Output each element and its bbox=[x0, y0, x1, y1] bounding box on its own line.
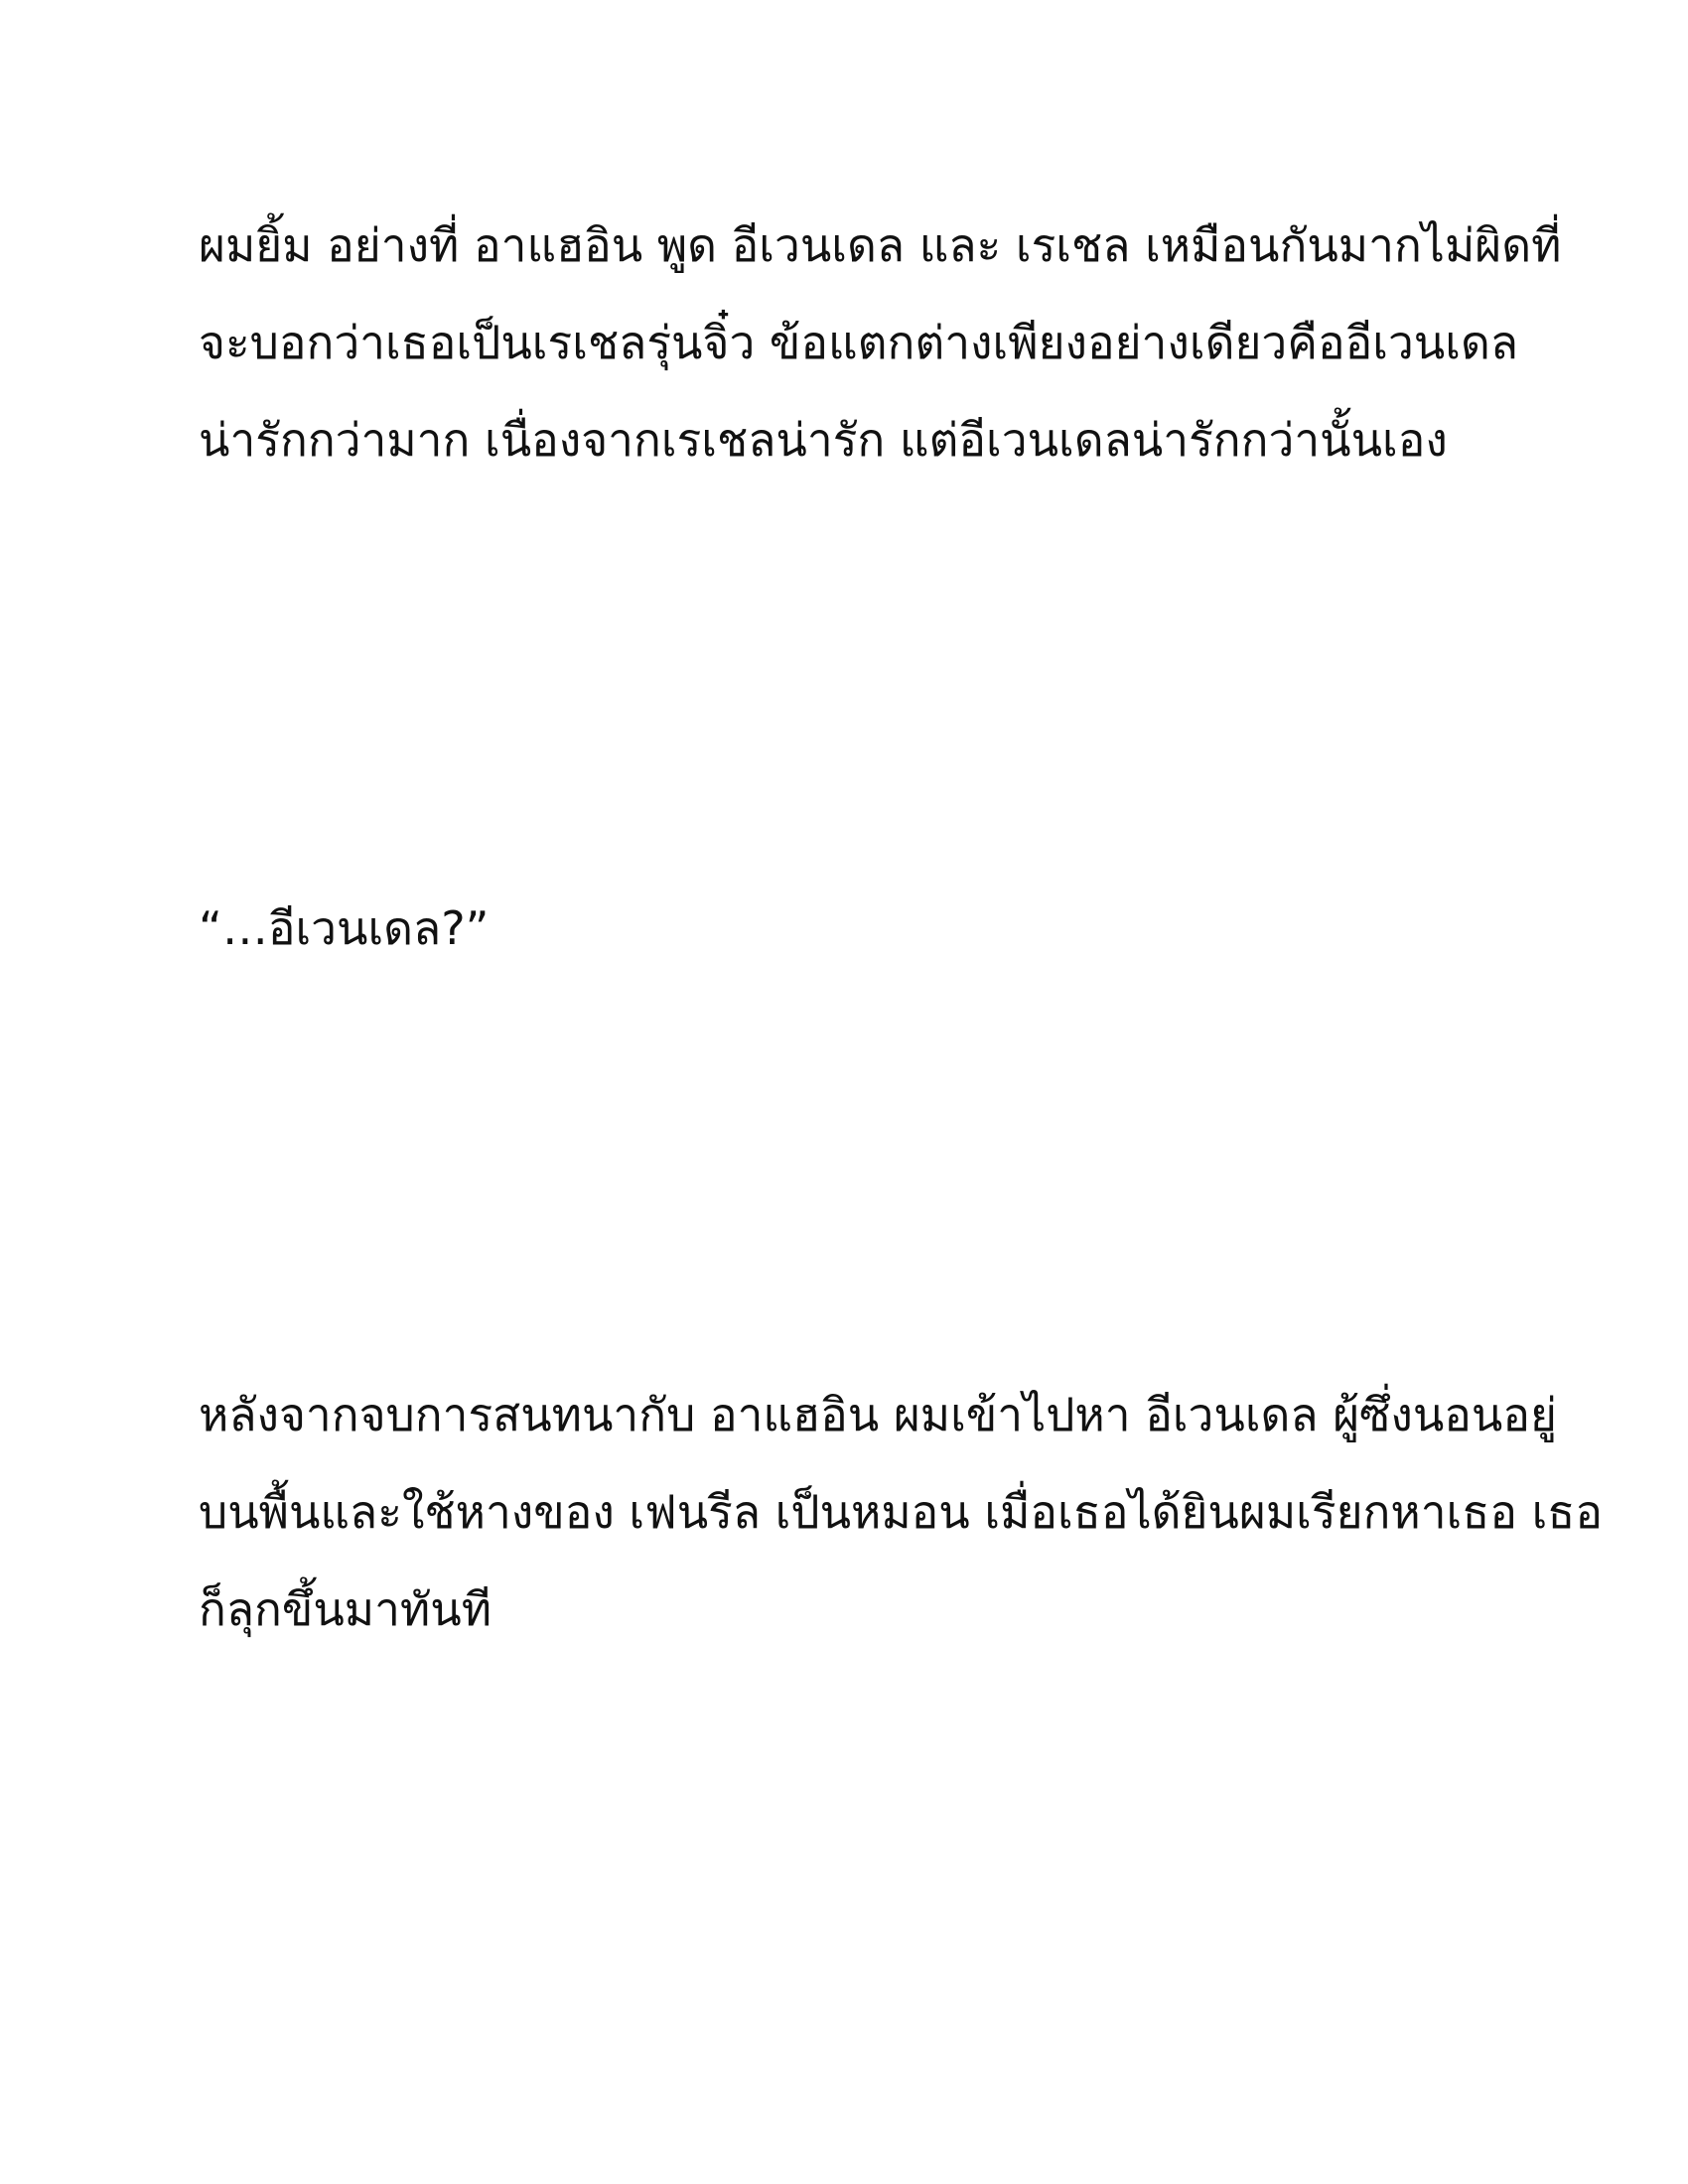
paragraph-line: จะบอกว่าเธอเป็นเรเชลรุ่นจิ๋ว ข้อแตกต่างเพียงอย่างเดียวคืออีเวนเดล bbox=[199, 316, 1519, 369]
paragraph-line: ก็ลุกขึ้นมาทันที bbox=[199, 1582, 492, 1636]
paragraph-line: “…อีเวนเดล?” bbox=[199, 901, 490, 955]
paragraph-line: หลังจากจบการสนทนากับ อาแฮอิน ผมเข้าไปหา อีเวนเดล ผู้ซึ่งนอนอยู่ bbox=[199, 1388, 1557, 1441]
paragraph-3 bbox=[199, 1366, 1604, 1658]
paragraph-2 bbox=[199, 880, 1489, 977]
paragraph-line: บนพื้นและใช้หางของ เฟนรีล เป็นหมอน เมื่อเธอได้ยินผมเรียกหาเธอ เธอ bbox=[199, 1485, 1604, 1539]
paragraph-line: ผมยิ้ม อย่างที่ อาแฮอิน พูด อีเวนเดล และ เรเชล เหมือนกันมากไม่ผิดที่ bbox=[199, 218, 1562, 272]
paragraph-line: น่ารักกว่ามาก เนื่องจากเรเชลน่ารัก แต่อีเวนเดลน่ารักกว่านั้นเอง bbox=[199, 413, 1448, 467]
paragraph-1 bbox=[199, 197, 1562, 488]
